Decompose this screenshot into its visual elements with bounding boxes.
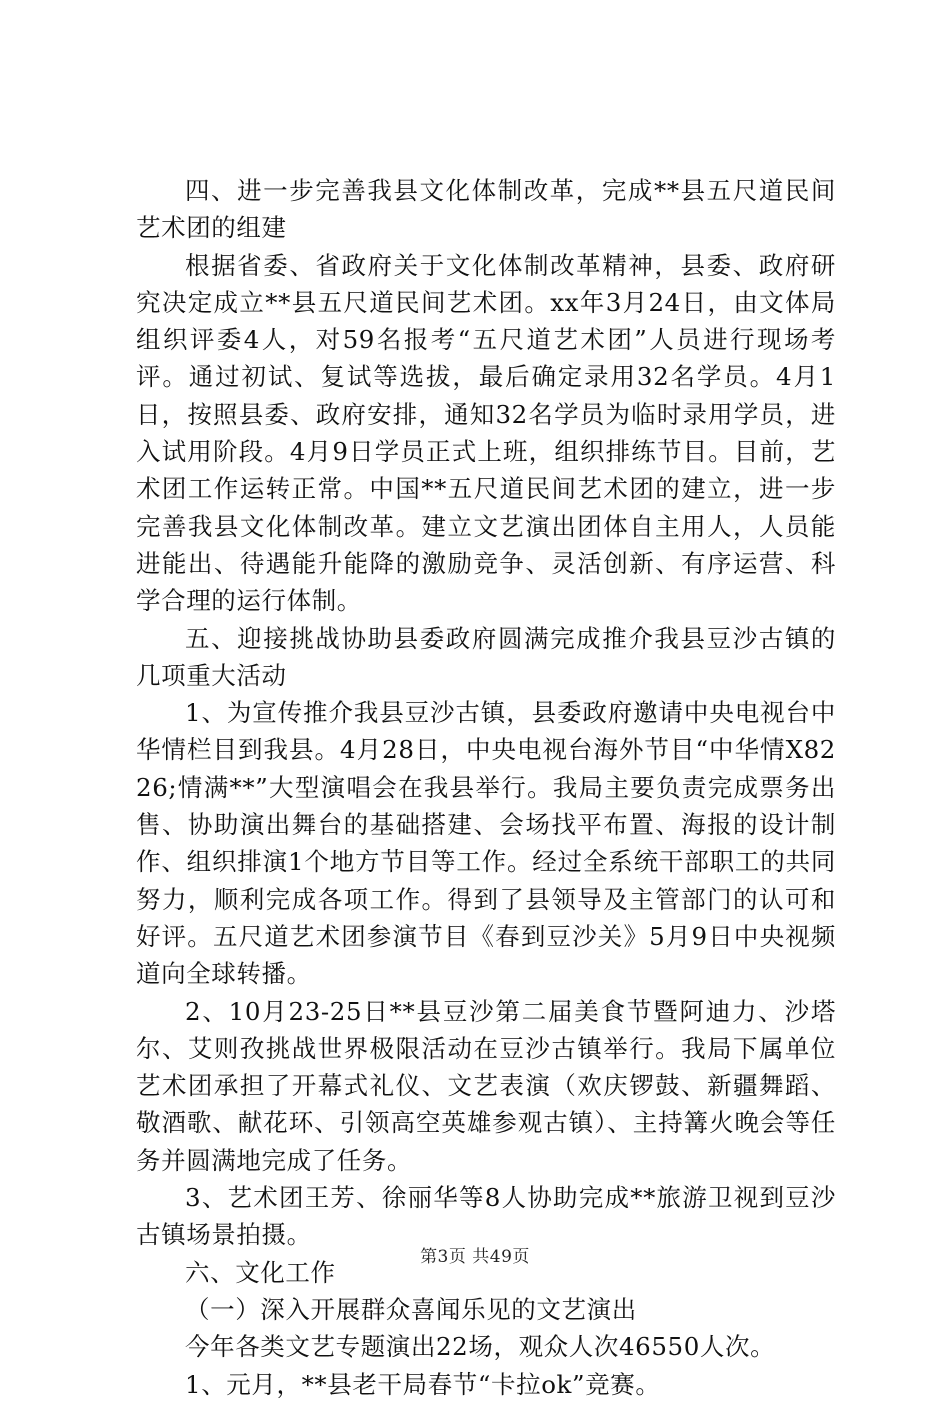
paragraph: 1、为宣传推介我县豆沙古镇，县委政府邀请中央电视台中华情栏目到我县。4月28日，中央电视台海外节目“中华情X8226;情满**”大型演唱会在我县举行。我局主要负责完成票务出售、协助演出舞台的基础搭建、会场找平布置、海报的设计制作、组织排演1个地方节目等工作。经过全系统干部职工的共同努力，顺利完成各项工作。得到了县领导及主管部门的认可和好评。五尺道艺术团参演节目《春到豆沙关》5月9日中央视频道向全球转播。 <box>136 698 836 989</box>
section-heading-4: 四、进一步完善我县文化体制改革，完成**县五尺道民间艺术团的组建 <box>136 176 836 243</box>
page-number-footer: 第3页 共49页 <box>420 1247 530 1267</box>
paragraph: 根据省委、省政府关于文化体制改革精神，县委、政府研究决定成立**县五尺道民间艺术团。xx年3月24日，由文体局组织评委4人，对59名报考“五尺道艺术团”人员进行现场考评。通过初试、复试等选拔，最后确定录用32名学员。4月1日，按照县委、政府安排，通知32名学员为临时录用学员，进入试用阶段。4月9日学员正式上班，组织排练节目。目前，艺术团工作运转正常。中国**五尺道民间艺术团的建立，进一步完善我县文化体制改革。建立文艺演出团体自主用人，人员能进能出、待遇能升能降的激励竞争、灵活创新、有序运营、科学合理的运行体制。 <box>136 250 836 616</box>
section-heading-5: 五、迎接挑战协助县委政府圆满完成推介我县豆沙古镇的几项重大活动 <box>136 623 836 690</box>
paragraph: 2、10月23-25日**县豆沙第二届美食节暨阿迪力、沙塔尔、艾则孜挑战世界极限活动在豆沙古镇举行。我局下属单位艺术团承担了开幕式礼仪、文艺表演（欢庆锣鼓、新疆舞蹈、敬酒歌、献花环、引领高空英雄参观古镇）、主持篝火晚会等任务并圆满地完成了任务。 <box>136 996 836 1175</box>
document-body <box>136 172 836 1403</box>
paragraph: 今年各类文艺专题演出22场，观众人次46550人次。 <box>185 1332 776 1362</box>
subsection-heading: （一）深入开展群众喜闻乐见的文艺演出 <box>185 1294 637 1324</box>
section-heading-6: 六、文化工作 <box>185 1257 336 1287</box>
paragraph: 3、艺术团王芳、徐丽华等8人协助完成**旅游卫视到豆沙古镇场景拍摄。 <box>136 1183 836 1250</box>
paragraph: 1、元月，**县老干局春节“卡拉ok”竞赛。 <box>185 1369 661 1399</box>
